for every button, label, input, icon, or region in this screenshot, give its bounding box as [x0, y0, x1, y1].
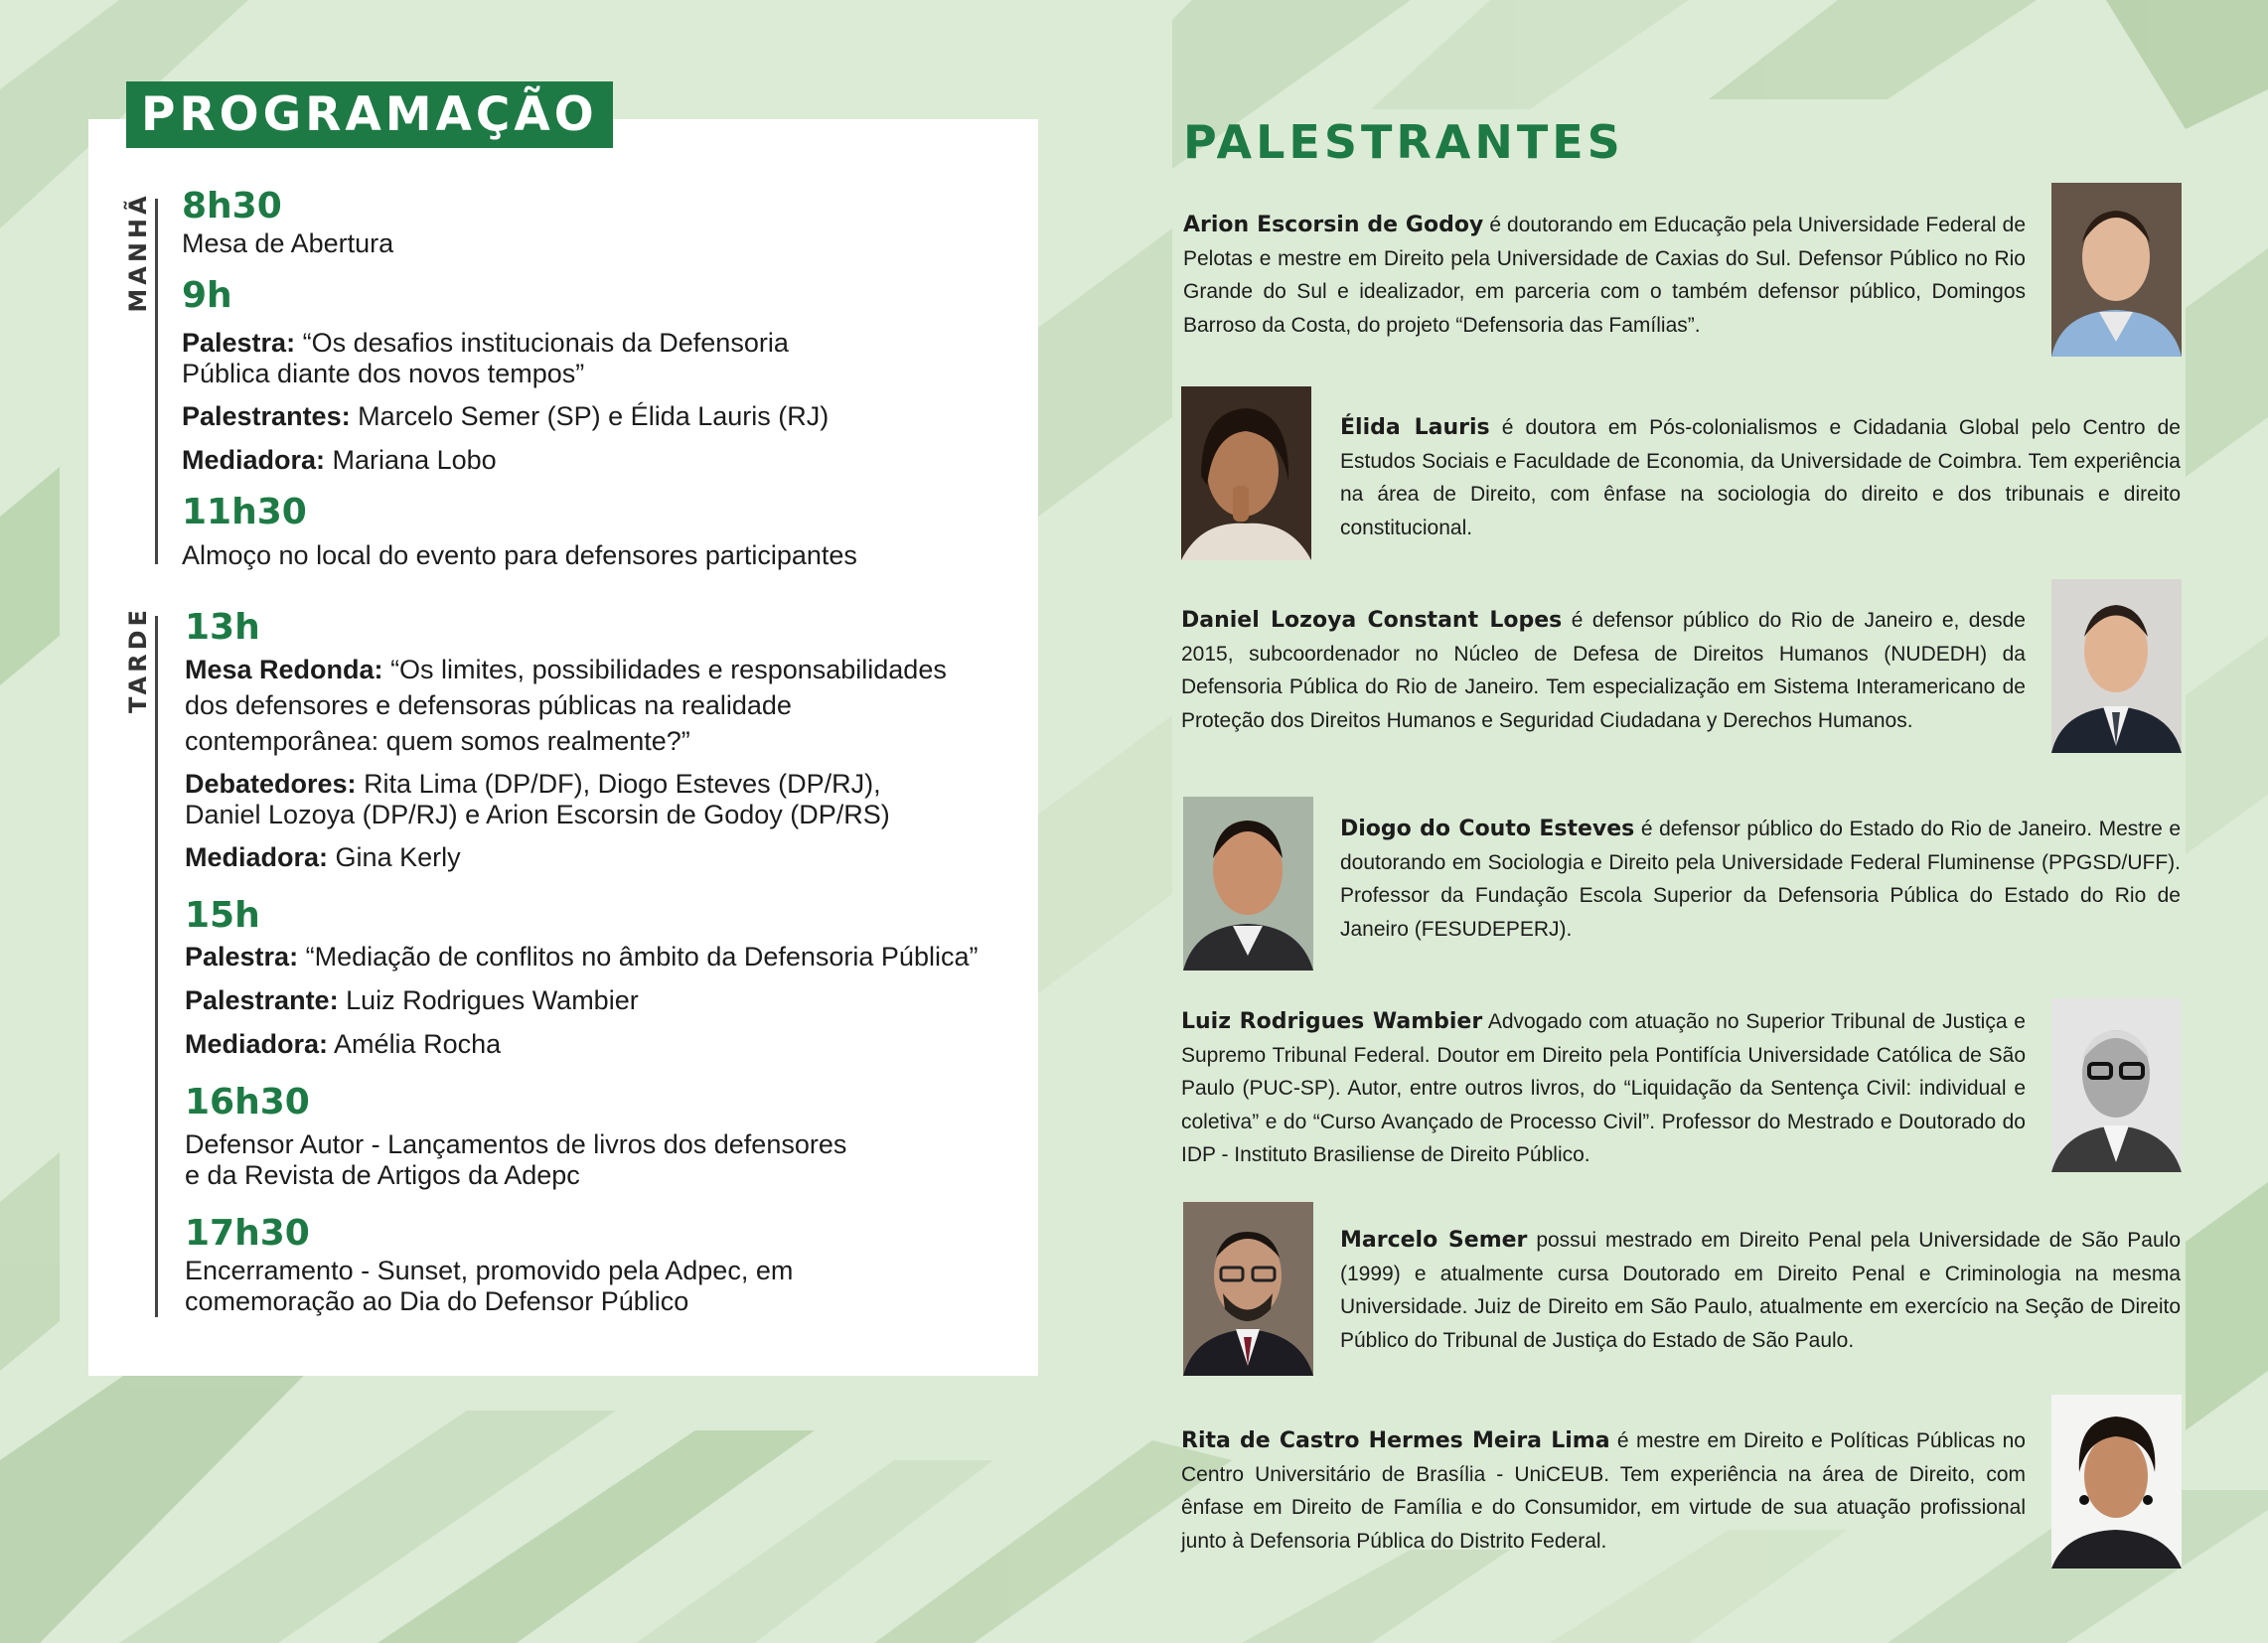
mediadora-1-line: [182, 445, 497, 476]
speaker-name: Rita de Castro Hermes Meira Lima: [1181, 1428, 1610, 1453]
speaker-bio: possui mestrado em Direito Penal pela Universidade de São Paulo (1999) e atualmente cursa Doutorado em Direito Penal e Criminologia na mesma Universidade. Juiz de Direito em São Paulo, atualmente em exercício na Seção de Direito Público do Tribunal de Justiça do Estado de São Paulo.: [1340, 1229, 2181, 1352]
photo-luiz: [2051, 998, 2182, 1172]
bio-diogo: [1340, 813, 2181, 946]
mediadora-3-line: [185, 1029, 501, 1060]
photo-rita: [2051, 1395, 2182, 1568]
palestra-1-line1: [182, 328, 789, 359]
time-8h30: 8h30: [182, 186, 282, 226]
bio-arion: [1183, 209, 2026, 342]
mediadora-3-value: Amélia Rocha: [334, 1029, 502, 1059]
mediadora-1-value: Mariana Lobo: [332, 445, 497, 475]
almoco-text: Almoço no local do evento para defensores participantes: [182, 540, 857, 570]
palestra-2-value: “Mediação de conflitos no âmbito da Defensoria Pública”: [305, 942, 979, 971]
palestra-1-value: “Os desafios institucionais da Defensoria: [302, 328, 789, 358]
palestrantes-line: [182, 401, 829, 432]
palestrante-value: Luiz Rodrigues Wambier: [346, 985, 639, 1015]
mediadora-3-label: Mediadora:: [185, 1029, 329, 1059]
time-16h30: 16h30: [185, 1082, 310, 1122]
palestra-1-line2: Pública diante dos novos tempos”: [182, 359, 585, 388]
speaker-name: Daniel Lozoya Constant Lopes: [1181, 608, 1563, 633]
defensor-autor-line1: Defensor Autor - Lançamentos de livros dos defensores: [185, 1129, 847, 1159]
speaker-bio: é mestre em Direito e Políticas Públicas no Centro Universitário de Brasília - UniCEUB. Tem experiência na área de Direito, com ênfase em Direito de Família e do Consumidor, em virtude de sua atuação profissional junto à Defensoria Pública do Distrito Federal.: [1181, 1429, 2026, 1553]
speaker-bio: é defensor público do Rio de Janeiro e, desde 2015, subcoordenador no Núcleo de Defesa de Direitos Humanos (NUDEDH) da Defensoria Pública do Rio de Janeiro. Tem especialização em Sistema Interamericano de Proteção dos Direitos Humanos e Seguridad Ciudadana y Derechos Humanos.: [1181, 609, 2026, 732]
time-9h: 9h: [182, 275, 232, 316]
palestrantes-value: Marcelo Semer (SP) e Élida Lauris (RJ): [358, 401, 830, 431]
encerramento-line1: Encerramento - Sunset, promovido pela Adpec, em: [185, 1256, 794, 1285]
time-15h: 15h: [185, 895, 260, 936]
bio-marcelo: [1340, 1224, 2181, 1357]
mediadora-2-label: Mediadora:: [185, 842, 329, 872]
palestrantes-title: PALESTRANTES: [1183, 115, 1624, 169]
palestrante-line: [185, 985, 639, 1016]
speaker-bio: Advogado com atuação no Superior Tribunal de Justiça e Supremo Tribunal Federal. Doutor em Direito pela Pontifícia Universidade Católica de São Paulo (PUC-SP). Autor, entre outros livros, do “Liquidação da Sentença Civil: individual e coletiva” e do “Curso Avançado de Processo Civil”. Professor do Mestrado e Doutorado do IDP - Instituto Brasiliense de Direito Público.: [1181, 1010, 2026, 1166]
mesa-redonda-label: Mesa Redonda:: [185, 655, 383, 684]
time-11h30: 11h30: [182, 492, 307, 532]
speaker-name: Luiz Rodrigues Wambier: [1181, 1009, 1483, 1034]
mesa-redonda-line3: contemporânea: quem somos realmente?”: [185, 726, 690, 756]
bio-daniel: [1181, 604, 2026, 737]
speaker-bio: é doutorando em Educação pela Universidade Federal de Pelotas e mestre em Direito pela Universidade de Caxias do Sul. Defensor Público no Rio Grande do Sul e idealizador, em parceria com o também defensor público, Domingos Barroso da Costa, do projeto “Defensoria das Famílias”.: [1183, 214, 2026, 337]
photo-daniel: [2051, 579, 2182, 753]
speaker-name: Marcelo Semer: [1340, 1228, 1528, 1253]
mediadora-2-line: [185, 842, 461, 873]
debatedores-label: Debatedores:: [185, 769, 357, 799]
palestra-2-line: [185, 942, 978, 972]
debatedores-line1: [185, 769, 881, 800]
mediadora-1-label: Mediadora:: [182, 445, 326, 475]
palestra-1-label: Palestra:: [182, 328, 296, 358]
tarde-divider: [155, 616, 158, 1317]
speaker-bio: é defensor público do Estado do Rio de Janeiro. Mestre e doutorando em Sociologia e Direito pela Universidade Federal Fluminense (PPGSD/UFF). Professor da Fundação Escola Superior da Defensoria Pública do Estado do Rio de Janeiro (FESUDEPERJ).: [1340, 818, 2182, 941]
palestra-2-label: Palestra:: [185, 942, 299, 971]
photo-diogo: [1183, 797, 1313, 971]
bio-luiz: [1181, 1005, 2026, 1172]
manha-divider: [155, 199, 158, 564]
photo-elida: [1181, 386, 1311, 560]
photo-arion: [2051, 183, 2182, 357]
defensor-autor-line2: e da Revista de Artigos da Adepc: [185, 1160, 580, 1190]
palestrante-label: Palestrante:: [185, 985, 339, 1015]
mesa-redonda-line2: dos defensores e defensoras públicas na realidade: [185, 690, 792, 720]
mesa-redonda-line1: [185, 655, 947, 685]
speaker-bio: é doutora em Pós-colonialismos e Cidadania Global pelo Centro de Estudos Sociais e Faculdade de Economia, da Universidade de Coimbra. Tem experiência na área de Direito, com ênfase na sociologia do direito e dos tribunais e direito constitucional.: [1340, 416, 2181, 539]
manha-label: MANHÃ: [124, 192, 152, 313]
mediadora-2-value: Gina Kerly: [335, 842, 461, 872]
photo-marcelo: [1183, 1202, 1313, 1376]
palestrantes-label: Palestrantes:: [182, 401, 351, 431]
mesa-redonda-value: “Os limites, possibilidades e responsabilidades: [390, 655, 947, 684]
debatedores-value: Rita Lima (DP/DF), Diogo Esteves (DP/RJ),: [364, 769, 881, 799]
time-17h30: 17h30: [185, 1213, 310, 1254]
mesa-abertura-text: Mesa de Abertura: [182, 228, 394, 258]
speaker-name: Élida Lauris: [1340, 415, 1490, 440]
debatedores-line2: Daniel Lozoya (DP/RJ) e Arion Escorsin de Godoy (DP/RS): [185, 800, 890, 829]
bio-rita: [1181, 1424, 2026, 1558]
time-13h: 13h: [185, 607, 260, 648]
programacao-title: PROGRAMAÇÃO: [126, 81, 613, 148]
speaker-name: Diogo do Couto Esteves: [1340, 817, 1635, 841]
speaker-name: Arion Escorsin de Godoy: [1183, 213, 1484, 237]
tarde-label: TARDE: [124, 606, 152, 713]
encerramento-line2: comemoração ao Dia do Defensor Público: [185, 1286, 689, 1316]
bio-elida: [1340, 411, 2181, 544]
